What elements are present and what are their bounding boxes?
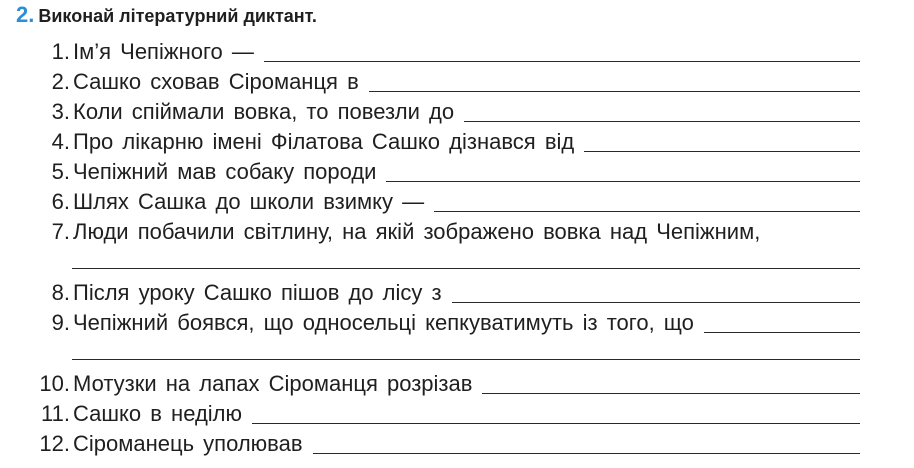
list-item-4 [0, 126, 914, 156]
item-number: 9. [51, 310, 70, 335]
list-item-2 [0, 66, 914, 96]
task-header [16, 2, 317, 32]
answer-line[interactable] [313, 453, 860, 454]
item-text: Ім’я Чепіжного — [73, 39, 254, 64]
item-number: 8. [51, 280, 70, 305]
item-text: Сашко в неділю [73, 401, 243, 426]
item-text: Чепіжний боявся, що односельці кепкуватимуть із того, що [73, 310, 694, 335]
item-text: Про лікарню імені Філатова Сашко дізнався від [73, 129, 575, 154]
item-number: 12. [39, 431, 70, 456]
item-number: 1. [51, 39, 70, 64]
answer-line[interactable] [482, 393, 860, 394]
item-text: Мотузки на лапах Сіроманця розрізав [73, 371, 473, 396]
task-title: Виконай літературний диктант. [38, 6, 317, 26]
answer-line-full[interactable] [72, 359, 860, 360]
item-text: Шлях Сашка до школи взимку — [73, 189, 425, 214]
answer-line[interactable] [464, 121, 860, 122]
list-item-1 [0, 36, 914, 66]
item-text: Після уроку Сашко пішов до лісу з [73, 280, 442, 305]
answer-line[interactable] [386, 181, 860, 182]
item-text: Сашко сховав Сіроманця в [73, 69, 359, 94]
list-item-6 [0, 186, 914, 216]
answer-line[interactable] [369, 91, 860, 92]
item-text: Сіроманець уполював [73, 431, 303, 456]
list-item-12 [0, 428, 914, 458]
item-number: 10. [39, 371, 70, 396]
item-number: 4. [51, 129, 70, 154]
list-item-11 [0, 398, 914, 428]
answer-line[interactable] [252, 423, 860, 424]
answer-line[interactable] [264, 61, 860, 62]
item-number: 2. [51, 69, 70, 94]
item-text: Коли спіймали вовка, то повезли до [73, 99, 455, 124]
item-number: 11. [41, 401, 70, 426]
task-number: 2. [16, 2, 35, 27]
item-number: 3. [51, 99, 70, 124]
item-text: Чепіжний мав собаку породи [73, 159, 377, 184]
item-number: 6. [51, 189, 70, 214]
item-number: 7. [51, 219, 70, 244]
answer-line-full[interactable] [72, 268, 860, 269]
item-text: Люди побачили світлину, на якій зображено вовка над Чепіжним, [73, 219, 761, 244]
list-item-8 [0, 277, 914, 307]
list-item-5 [0, 156, 914, 186]
list-item-10 [0, 368, 914, 398]
answer-line[interactable] [434, 211, 860, 212]
answer-line[interactable] [584, 151, 860, 152]
answer-line[interactable] [704, 332, 860, 333]
list-item-9 [0, 307, 914, 363]
answer-line[interactable] [452, 302, 860, 303]
item-number: 5. [51, 159, 70, 184]
list-item-3 [0, 96, 914, 126]
list-item-7 [0, 216, 914, 272]
